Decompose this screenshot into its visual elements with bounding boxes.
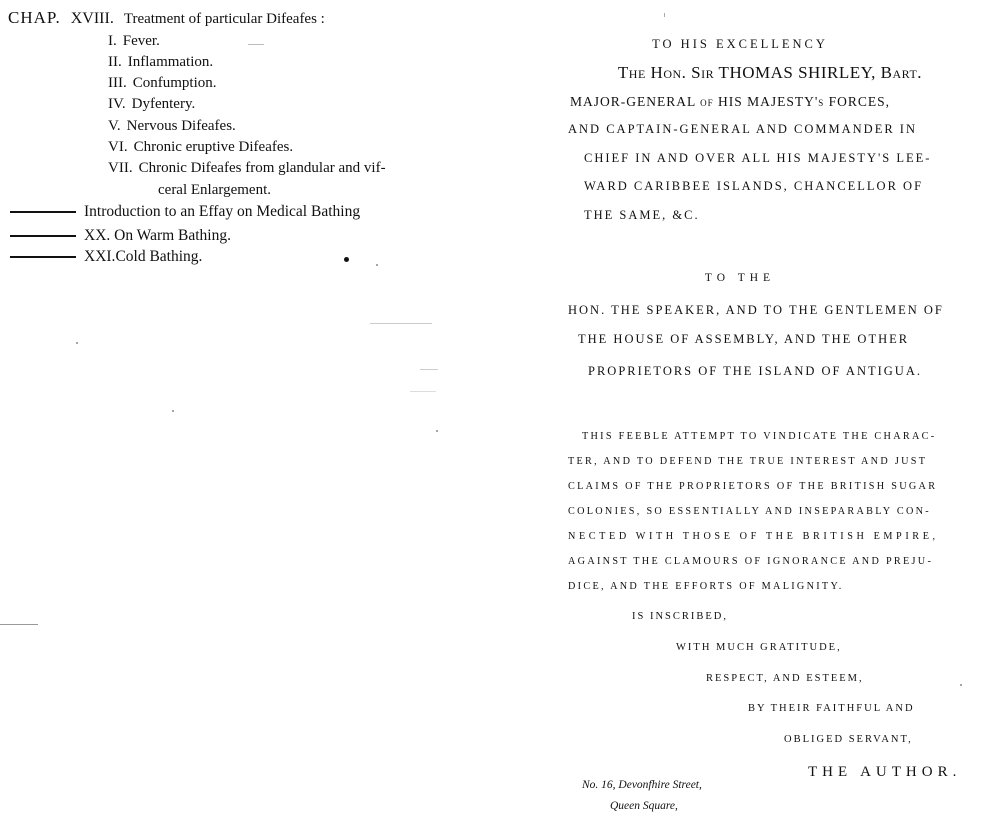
ink-speck [370, 323, 432, 324]
subsection-item [108, 33, 160, 50]
dash-entry-text: Cold Bathing. [115, 248, 203, 265]
ink-dot [376, 264, 378, 266]
dash-entry [10, 203, 360, 221]
subsection-text: Dyfentery. [131, 96, 196, 112]
ink-dot [76, 342, 78, 344]
dash-rule [10, 235, 76, 237]
chapter-heading [8, 8, 325, 28]
chapter-number: XVIII. [70, 10, 114, 27]
ink-dot [344, 257, 349, 262]
dash-entry [10, 227, 231, 245]
address-line: Queen Square, [610, 800, 678, 812]
author-signature: THE AUTHOR. [808, 764, 962, 780]
subsection-text: Chronic Difeafes from glandular and vif- [138, 160, 386, 176]
subsection-number: IV. [108, 96, 126, 112]
right-page [520, 0, 1000, 821]
dash-entry-label: XXI. [84, 248, 116, 265]
subsection-item [108, 96, 195, 113]
inscription-line: CLAIMS OF THE PROPRIETORS OF THE BRITISH SUGAR [568, 481, 938, 492]
subsection-number: III. [108, 75, 127, 91]
ink-speck [248, 44, 264, 45]
subsection-text: Chronic eruptive Difeafes. [133, 139, 294, 155]
inscription-line: THIS FEEBLE ATTEMPT TO VINDICATE THE CHARAC- [582, 431, 937, 442]
inscription-line: NECTED WITH THOSE OF THE BRITISH EMPIRE, [568, 531, 939, 542]
ink-dot [960, 684, 962, 686]
inscription-line: COLONIES, SO ESSENTIALLY AND INSEPARABLY CON- [568, 506, 931, 517]
subsection-number: I. [108, 33, 117, 49]
ink-speck [664, 13, 665, 17]
ink-speck [0, 624, 38, 625]
subsection-text: Fever. [122, 33, 160, 49]
dedication-line: WARD CARIBBEE ISLANDS, CHANCELLOR OF [584, 179, 924, 193]
inscribed-line: IS INSCRIBED, [632, 611, 729, 622]
ink-speck [420, 369, 438, 370]
ink-dot [436, 430, 438, 432]
inscription-line: AGAINST THE CLAMOURS OF IGNORANCE AND PREJU- [568, 556, 934, 567]
speaker-line: PROPRIETORS OF THE ISLAND OF ANTIGUA. [588, 364, 922, 378]
subsection-item [108, 139, 293, 156]
subsection-number: II. [108, 54, 122, 70]
subsection-item [108, 54, 213, 71]
subsection-item [108, 118, 236, 135]
dedication-heading: TO HIS EXCELLENCY [652, 37, 828, 51]
ink-speck [410, 391, 436, 392]
subsection-text: Confumption. [132, 75, 217, 91]
to-the-heading: TO THE [704, 272, 776, 284]
subsection-item [108, 75, 217, 92]
inscription-line: TER, AND TO DEFEND THE TRUE INTEREST AND JUST [568, 456, 928, 467]
subsection-continuation: ceral Enlargement. [158, 182, 271, 198]
chapter-title: Treatment of particular Difeafes : [123, 11, 325, 27]
dedication-line: CHIEF IN AND OVER ALL HIS MAJESTY'S LEE- [584, 151, 932, 165]
closing-line: OBLIGED SERVANT, [784, 734, 913, 745]
dash-rule [10, 256, 76, 258]
dash-entry-text: Introduction to an Effay on Medical Bathing [84, 203, 361, 220]
inscription-line: DICE, AND THE EFFORTS OF MALIGNITY. [568, 581, 844, 592]
address-line: No. 16, Devonfhire Street, [582, 779, 702, 791]
subsection-number: VI. [108, 139, 128, 155]
subsection-text: Inflammation. [127, 54, 214, 70]
dash-entry-text: XX. On Warm Bathing. [84, 227, 231, 244]
dedication-line: THE SAME, &C. [584, 208, 700, 222]
chapter-label: CHAP. [8, 8, 61, 27]
subsection-number: VII. [108, 160, 133, 176]
subsection-text: Nervous Difeafes. [126, 118, 236, 134]
dash-rule [10, 211, 76, 213]
subsection-number: V. [108, 118, 121, 134]
closing-line: BY THEIR FAITHFUL AND [748, 703, 915, 714]
subsection-item [108, 160, 386, 177]
ink-dot [172, 410, 174, 412]
dash-entry [10, 248, 202, 266]
honoree-title: MAJOR-GENERAL of HIS MAJESTY's FORCES, [569, 94, 891, 109]
speaker-line: THE HOUSE OF ASSEMBLY, AND THE OTHER [578, 332, 910, 346]
closing-line: RESPECT, AND ESTEEM, [706, 673, 864, 684]
closing-line: WITH MUCH GRATITUDE, [676, 642, 842, 653]
honoree-name: The Hon. Sir THOMAS SHIRLEY, Bart. [617, 63, 923, 82]
dedication-line: AND CAPTAIN-GENERAL AND COMMANDER IN [568, 122, 918, 136]
speaker-line: HON. THE SPEAKER, AND TO THE GENTLEMEN OF [568, 303, 944, 317]
